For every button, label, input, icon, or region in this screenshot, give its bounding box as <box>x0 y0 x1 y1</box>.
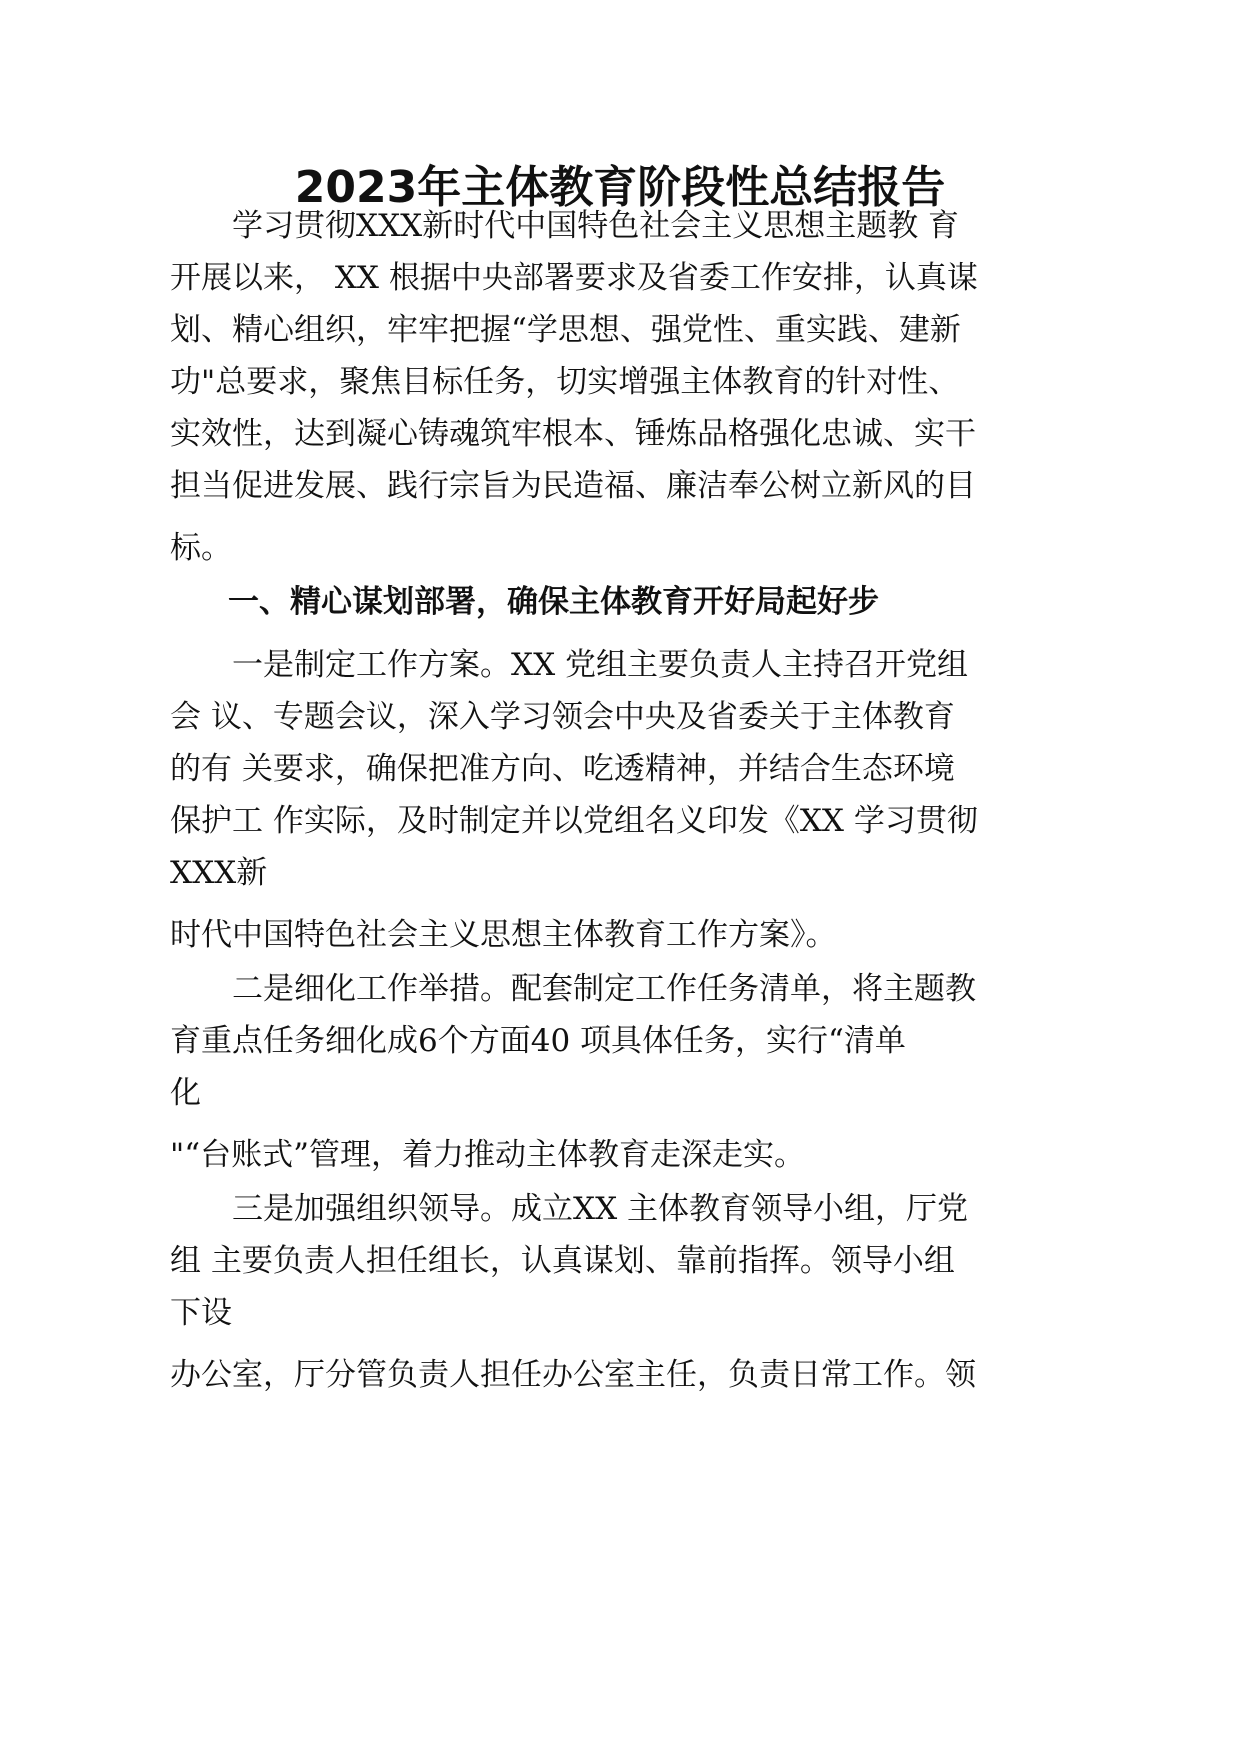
s1-p2-line-3: 化 <box>170 1075 201 1111</box>
section-heading-1: 一、精心谋划部署，确保主体教育开好局起好步 <box>228 584 879 620</box>
s1-p1-line-4: 保护工 作实际，及时制定并以党组名义印发《XX 学习贯彻 <box>170 803 978 839</box>
s1-p3-line-4: 办公室，厅分管负责人担任办公室主任，负责日常工作。领 <box>170 1357 976 1393</box>
intro-line-4: 功"总要求，聚焦目标任务，切实增强主体教育的针对性、 <box>170 364 960 400</box>
s1-p3-line-3: 下设 <box>170 1295 232 1331</box>
s1-p1-line-5: XXX新 <box>170 855 268 891</box>
intro-line-3: 划、精心组织，牢牢把握“学思想、强党性、重实践、建新 <box>170 312 961 348</box>
s1-p1-line-2: 会 议、专题会议，深入学习领会中央及省委关于主体教育 <box>170 699 955 735</box>
s1-p1-line-1: 一是制定工作方案。XX 党组主要负责人主持召开党组 <box>232 647 968 683</box>
s1-p1-line-6: 时代中国特色社会主义思想主体教育工作方案》。 <box>170 917 837 953</box>
s1-p2-line-2: 育重点任务细化成6个方面40 项具体任务，实行“清单 <box>170 1023 906 1059</box>
intro-line-2: 开展以来， XX 根据中央部署要求及省委工作安排，认真谋 <box>170 260 978 296</box>
s1-p1-line-3: 的有 关要求，确保把准方向、吃透精神，并结合生态环境 <box>170 751 955 787</box>
intro-line-1: 学习贯彻XXX新时代中国特色社会主义思想主题教 育 <box>232 208 960 244</box>
intro-line-6: 担当促进发展、践行宗旨为民造福、廉洁奉公树立新风的目 <box>170 468 976 504</box>
s1-p3-line-1: 三是加强组织领导。成立XX 主体教育领导小组，厅党 <box>232 1191 968 1227</box>
intro-line-7: 标。 <box>170 530 232 566</box>
s1-p3-line-2: 组 主要负责人担任组长，认真谋划、靠前指挥。领导小组 <box>170 1243 955 1279</box>
intro-line-5: 实效性，达到凝心铸魂筑牢根本、锤炼品格强化忠诚、实干 <box>170 416 976 452</box>
s1-p2-line-1: 二是细化工作举措。配套制定工作任务清单，将主题教 <box>232 971 976 1007</box>
s1-p2-line-4: "“台账式”管理，着力推动主体教育走深走实。 <box>170 1137 805 1173</box>
document-title: 2023年主体教育阶段性总结报告 <box>294 162 946 213</box>
